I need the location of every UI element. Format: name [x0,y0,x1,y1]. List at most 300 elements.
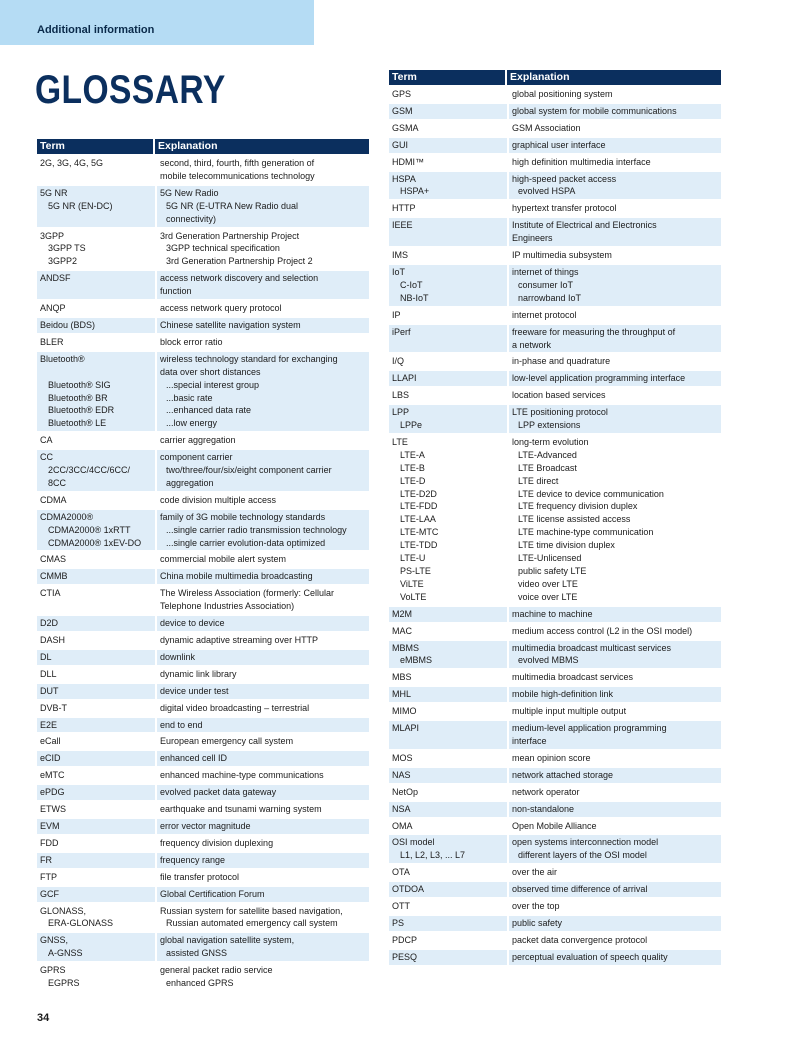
term-line: HTTP [392,203,416,214]
term-cell [37,836,155,851]
term-line: DVB-T [40,702,67,713]
explanation-cell [509,768,721,783]
explanation-line: file transfer protocol [160,871,240,882]
term-line: HSPA [392,173,416,184]
glossary-row [37,318,369,333]
term-cell [389,172,507,200]
term-line: DLL [40,668,57,679]
explanation-line: multimedia broadcast services [512,672,634,683]
explanation-line: observed time difference of arrival [512,884,648,895]
explanation-cell [509,704,721,719]
term-line: ePDG [40,787,65,798]
term-cell [389,819,507,834]
explanation-line: internet of things [512,266,579,277]
explanation-cell [509,670,721,685]
explanation-line: The Wireless Association (formerly: Cellular [160,588,335,599]
term-line: EVM [40,820,60,831]
term-line: ANDSF [40,273,71,284]
glossary-row [37,933,369,961]
term-cell [37,933,155,961]
term-line: NB-IoT [400,292,429,303]
header-term: Term [37,139,155,154]
term-cell [37,352,155,431]
term-cell [37,963,155,991]
term-cell [37,271,155,299]
glossary-row [37,510,369,551]
term-line: Bluetooth® [40,353,85,364]
explanation-line: LTE-Unlicensed [518,553,582,564]
explanation-line: access network query protocol [160,303,282,314]
explanation-line: mean opinion score [512,752,591,763]
explanation-line: Engineers [512,233,553,244]
term-line: E2E [40,719,58,730]
explanation-cell [509,172,721,200]
explanation-line: Russian automated emergency call system [166,918,338,929]
explanation-cell [509,87,721,102]
glossary-row [37,768,369,783]
term-cell [389,641,507,669]
explanation-line: error vector magnitude [160,820,251,831]
glossary-row [37,586,369,614]
term-cell [37,335,155,350]
explanation-cell [509,819,721,834]
glossary-row [389,670,721,685]
term-cell [37,229,155,270]
term-cell [37,701,155,716]
term-line: PDCP [392,934,418,945]
explanation-cell [157,156,369,184]
header-term: Term [389,70,507,85]
glossary-row [389,155,721,170]
term-cell [389,435,507,605]
explanation-line: over the air [512,867,558,878]
term-cell [37,450,155,491]
glossary-row [37,186,369,227]
term-line: L1, L2, L3, ... L7 [400,850,466,861]
explanation-line: evolved MBMS [518,655,579,666]
glossary-row [389,704,721,719]
term-line: ViLTE [400,578,424,589]
glossary-row [37,301,369,316]
explanation-line: multimedia broadcast multicast services [512,642,672,653]
explanation-line: high-speed packet access [512,173,617,184]
term-line: MOS [392,752,413,763]
explanation-cell [509,721,721,749]
explanation-cell [157,751,369,766]
term-line: CDMA2000® 1xEV-DO [48,537,142,548]
explanation-cell [509,751,721,766]
explanation-cell [157,734,369,749]
term-line: 8CC [48,477,67,488]
glossary-row [389,802,721,817]
glossary-table-left [37,139,369,991]
explanation-line: public safety LTE [518,566,587,576]
term-line: MAC [392,625,412,636]
term-line: LPP [392,407,410,418]
explanation-line: Chinese satellite navigation system [160,319,301,330]
term-cell [389,670,507,685]
explanation-line: interface [512,735,547,746]
explanation-cell [157,802,369,817]
term-line: HDMI™ [392,156,424,167]
explanation-line: network attached storage [512,769,614,780]
table-body [37,156,369,991]
term-cell [37,510,155,551]
explanation-line: data over short distances [160,366,261,377]
explanation-line: ...special interest group [166,379,260,390]
glossary-row [389,435,721,605]
explanation-line: perceptual evaluation of speech quality [512,951,668,962]
explanation-cell [157,853,369,868]
term-line: FDD [40,837,59,848]
explanation-cell [509,435,721,605]
term-cell [37,156,155,184]
glossary-row [389,899,721,914]
explanation-line: ...single carrier radio transmission technology [166,524,347,535]
glossary-row [37,229,369,270]
explanation-cell [157,493,369,508]
explanation-line: Telephone Industries Association) [160,601,295,612]
explanation-cell [509,155,721,170]
explanation-line: 5G NR (E-UTRA New Radio dual [166,200,299,211]
explanation-line: block error ratio [160,336,223,347]
glossary-row [37,836,369,851]
explanation-line: medium-level application programming [512,723,667,734]
term-cell [389,121,507,136]
explanation-line: China mobile multimedia broadcasting [160,571,313,582]
explanation-line: a network [512,339,552,350]
term-line: PS-LTE [400,566,431,576]
glossary-row [389,950,721,965]
term-line: OTDOA [392,884,425,895]
explanation-line: low-level application programming interface [512,373,686,384]
term-line: eMBMS [400,655,433,666]
term-cell [37,734,155,749]
header-explanation: Explanation [510,71,570,83]
term-cell [37,768,155,783]
glossary-row [37,904,369,932]
term-cell [389,687,507,702]
explanation-cell [157,701,369,716]
glossary-row [389,768,721,783]
explanation-line: LTE time division duplex [518,540,615,551]
explanation-cell [509,371,721,386]
explanation-line: 3GPP technical specification [166,243,280,254]
table-header [389,70,721,85]
term-cell [389,865,507,880]
explanation-cell [509,388,721,403]
term-cell [37,887,155,902]
term-cell [389,899,507,914]
explanation-line: wireless technology standard for exchanging [160,353,338,364]
term-line: LTE-A [400,449,425,460]
explanation-cell [157,768,369,783]
term-line: LBS [392,390,410,401]
term-cell [37,684,155,699]
term-line: CC [40,452,53,463]
term-line: 2CC/3CC/4CC/6CC/ [48,465,131,476]
term-cell [37,569,155,584]
glossary-row [389,607,721,622]
explanation-cell [157,186,369,227]
glossary-row [389,172,721,200]
explanation-line: medium access control (L2 in the OSI model) [512,625,693,636]
page-title: GLOSSARY [35,68,226,112]
explanation-line: European emergency call system [160,736,294,747]
explanation-line: 3rd Generation Partnership Project [160,230,300,241]
explanation-cell [509,624,721,639]
term-line: GPRS [40,965,66,976]
term-line: Bluetooth® LE [48,418,107,429]
glossary-row [37,450,369,491]
explanation-cell [509,104,721,119]
glossary-row [389,641,721,669]
explanation-line: multiple input multiple output [512,706,627,717]
explanation-line: device under test [160,685,229,696]
header-explanation: Explanation [158,140,218,152]
term-line: LLAPI [392,373,417,384]
term-line: CA [40,435,53,446]
explanation-cell [509,835,721,863]
glossary-row [389,865,721,880]
explanation-line: GSM Association [512,122,581,133]
term-cell [389,721,507,749]
term-line: 3GPP [40,230,65,241]
term-line: GNSS, [40,935,69,946]
term-cell [37,616,155,631]
explanation-line: consumer IoT [518,279,574,290]
term-line: eCID [40,753,61,764]
explanation-cell [509,950,721,965]
explanation-cell [509,933,721,948]
glossary-row [37,701,369,716]
explanation-line: two/three/four/six/eight component carrier [166,465,332,476]
explanation-cell [509,802,721,817]
term-line: EGPRS [48,978,80,989]
glossary-row [389,916,721,931]
term-line: PS [392,917,405,928]
term-cell [37,853,155,868]
term-cell [389,950,507,965]
term-cell [37,751,155,766]
explanation-line: LTE positioning protocol [512,407,608,418]
glossary-row [389,218,721,246]
explanation-cell [509,899,721,914]
explanation-line: second, third, fourth, fifth generation of [160,158,315,168]
explanation-line: code division multiple access [160,494,277,505]
term-cell [37,904,155,932]
explanation-line: public safety [512,917,563,928]
explanation-line: LTE machine-type communication [518,527,654,538]
explanation-cell [157,633,369,648]
term-line: GSMA [392,122,419,133]
explanation-line: voice over LTE [518,591,578,602]
term-cell [389,751,507,766]
explanation-line: graphical user interface [512,139,606,150]
explanation-cell [157,616,369,631]
term-cell [37,186,155,227]
glossary-row [37,684,369,699]
term-line: GPS [392,89,412,99]
explanation-line: IP multimedia subsystem [512,250,612,261]
glossary-row [389,721,721,749]
explanation-cell [157,667,369,682]
term-line: LTE-D [400,475,426,486]
explanation-cell [157,301,369,316]
explanation-cell [509,265,721,306]
glossary-row [389,325,721,353]
glossary-row [37,667,369,682]
page-number: 34 [37,1012,50,1024]
term-cell [389,325,507,353]
explanation-line: over the top [512,901,560,912]
glossary-row [389,933,721,948]
term-line: OTA [392,867,410,878]
term-line: 3GPP TS [48,243,86,254]
term-line: CDMA2000® 1xRTT [48,524,131,535]
term-line: LTE-TDD [400,540,438,551]
term-line: GSM [392,105,413,116]
explanation-line: enhanced GPRS [166,978,234,989]
term-line: DASH [40,635,66,645]
explanation-line: function [160,286,192,297]
glossary-row [389,835,721,863]
glossary-row [37,819,369,834]
term-line: DUT [40,685,59,696]
term-line: 5G NR [40,187,68,198]
term-cell [389,248,507,263]
explanation-cell [509,916,721,931]
term-line: OTT [392,901,410,912]
term-line: CMMB [40,571,68,582]
term-line: LTE-MTC [400,527,439,538]
glossary-row [37,633,369,648]
explanation-line: Institute of Electrical and Electronics [512,220,657,231]
term-line: LTE-D2D [400,488,437,499]
glossary-row [389,687,721,702]
glossary-row [37,802,369,817]
term-cell [37,802,155,817]
glossary-row [389,624,721,639]
explanation-line: location based services [512,390,606,401]
table-body [389,87,721,965]
glossary-row [37,887,369,902]
term-line: ETWS [40,804,66,815]
explanation-line: LPP extensions [518,420,581,431]
explanation-cell [509,325,721,353]
explanation-line: carrier aggregation [160,435,236,446]
term-cell [37,552,155,567]
glossary-row [37,616,369,631]
term-line: VoLTE [400,591,427,602]
term-line: NetOp [392,786,419,797]
explanation-line: global navigation satellite system, [160,935,295,946]
term-line: Bluetooth® SIG [48,379,111,390]
term-cell [389,768,507,783]
explanation-cell [157,870,369,885]
explanation-line: long-term evolution [512,436,589,447]
explanation-line: ...enhanced data rate [166,405,252,416]
term-line: ANQP [40,303,66,314]
term-line: MHL [392,689,412,700]
term-cell [389,354,507,369]
explanation-line: LTE Broadcast [518,462,577,473]
explanation-cell [509,218,721,246]
glossary-row [37,335,369,350]
term-cell [37,667,155,682]
explanation-line: dynamic adaptive streaming over HTTP [160,635,319,645]
explanation-cell [509,248,721,263]
term-line: 2G, 3G, 4G, 5G [40,158,104,168]
term-line: DL [40,651,52,662]
glossary-row [389,201,721,216]
term-line: BLER [40,336,64,347]
explanation-cell [509,405,721,433]
glossary-row [37,650,369,665]
glossary-row [389,121,721,136]
term-cell [389,308,507,323]
explanation-line: aggregation [166,477,214,488]
glossary-row [37,963,369,991]
explanation-line: evolved packet data gateway [160,787,277,798]
glossary-row [37,751,369,766]
glossary-row [389,308,721,323]
explanation-cell [509,641,721,669]
explanation-cell [509,138,721,153]
term-line: MLAPI [392,723,420,734]
explanation-line: Open Mobile Alliance [512,820,597,831]
term-line: 5G NR (EN-DC) [48,200,113,211]
term-line: PESQ [392,951,418,962]
explanation-line: mobile telecommunications technology [160,170,315,181]
explanation-line: enhanced cell ID [160,753,228,764]
glossary-row [389,87,721,102]
term-line: IoT [392,266,406,277]
explanation-line: access network discovery and selection [160,273,319,284]
term-line: IEEE [392,220,413,231]
glossary-table-right [389,70,721,965]
explanation-line: dynamic link library [160,668,237,679]
glossary-row [389,819,721,834]
term-cell [389,802,507,817]
term-cell [37,785,155,800]
explanation-line: 3rd Generation Partnership Project 2 [166,256,313,267]
glossary-row [37,271,369,299]
term-line: Bluetooth® EDR [48,405,115,416]
explanation-line: non-standalone [512,803,575,814]
term-line: GCF [40,888,59,899]
glossary-row [389,354,721,369]
glossary-row [37,352,369,431]
term-line: I/Q [392,356,405,367]
term-line: GUI [392,139,409,150]
term-cell [37,819,155,834]
explanation-cell [509,121,721,136]
explanation-line: machine to machine [512,608,593,619]
explanation-line: ...low energy [166,418,218,429]
explanation-line: LTE device to device communication [518,488,664,499]
term-line: M2M [392,608,412,619]
glossary-row [389,751,721,766]
term-cell [389,704,507,719]
term-line: CDMA [40,494,67,505]
explanation-line: end to end [160,719,203,730]
explanation-cell [157,904,369,932]
explanation-cell [157,933,369,961]
term-line: NAS [392,769,411,780]
term-line: 3GPP2 [48,256,78,267]
explanation-line: earthquake and tsunami warning system [160,804,322,815]
